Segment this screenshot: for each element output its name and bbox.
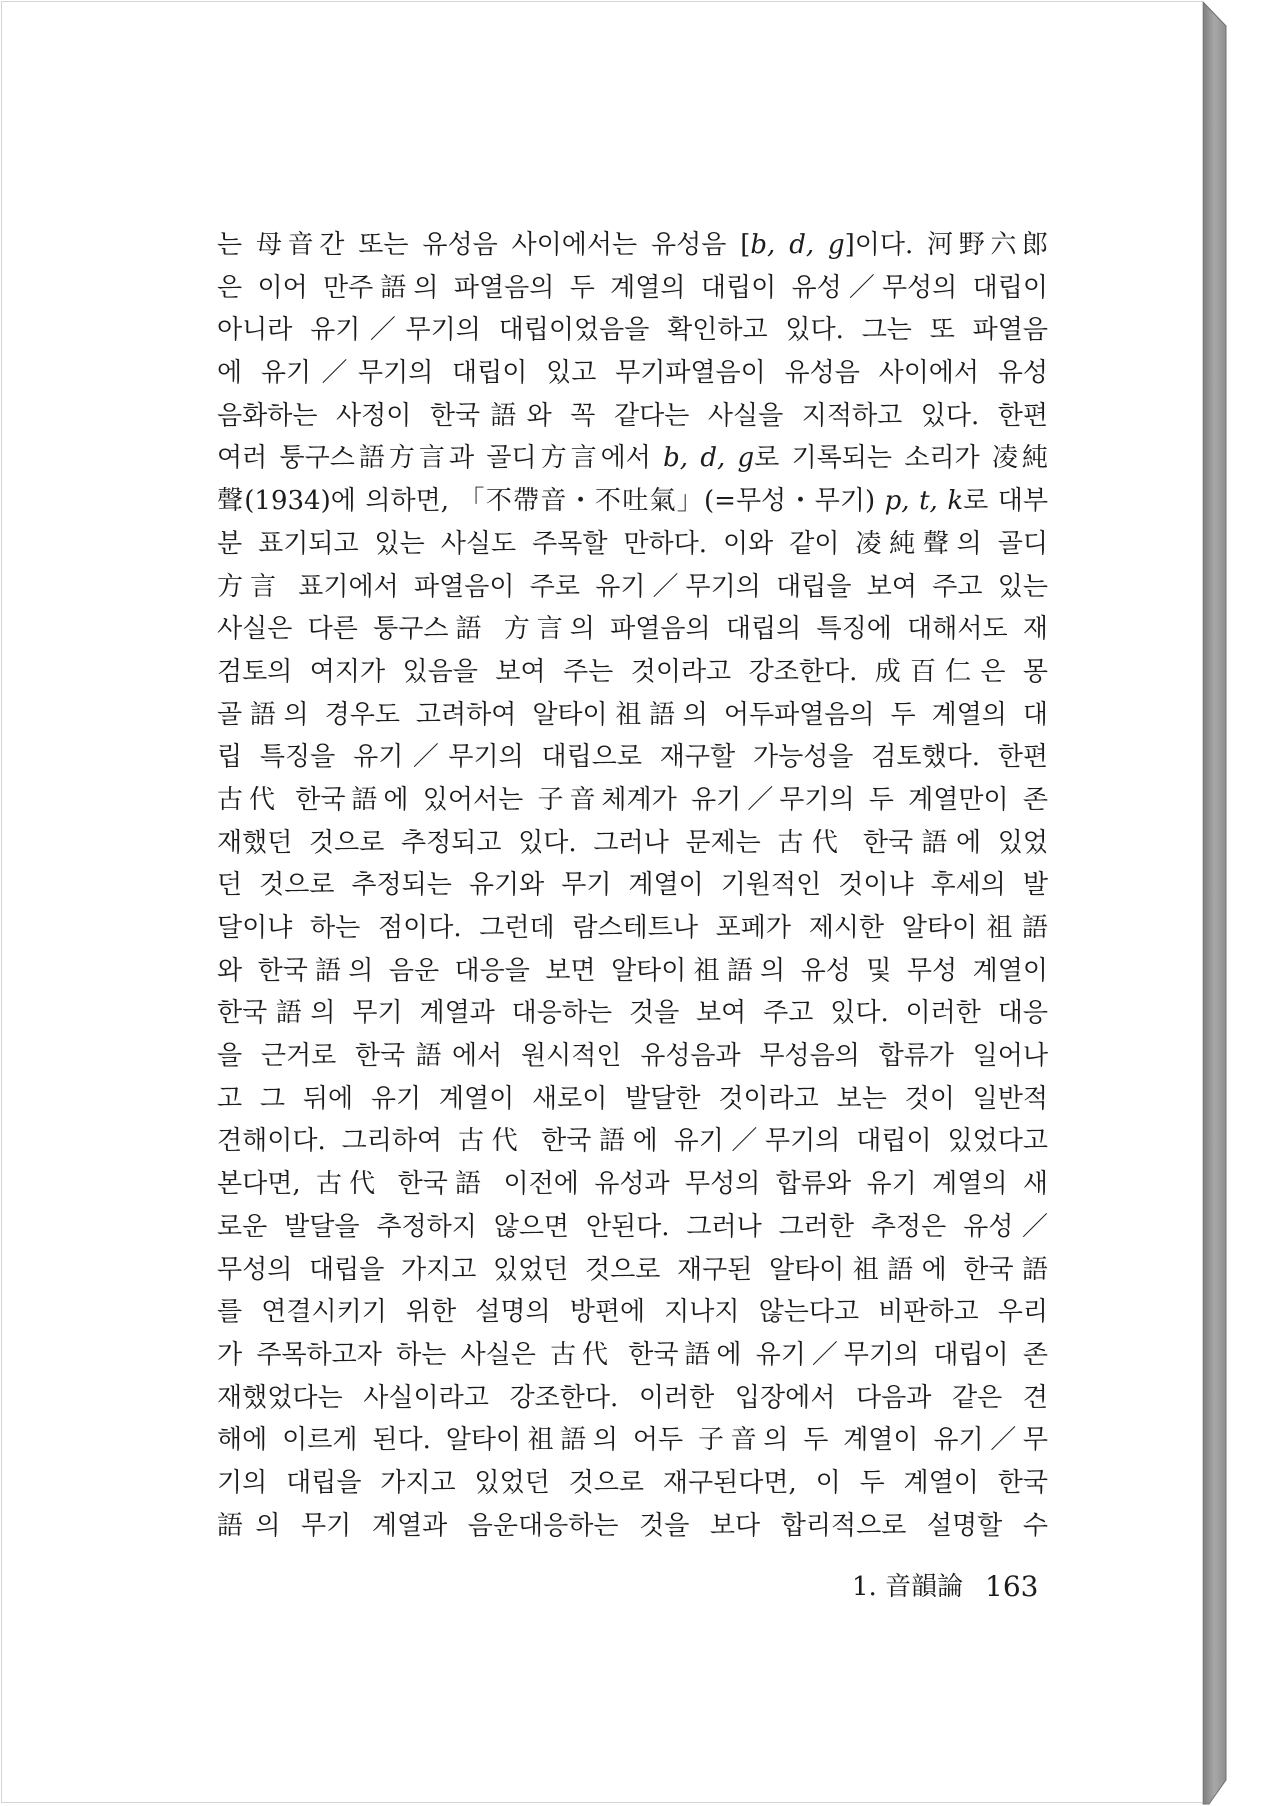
- text-line: 검토의 여지가 있음을 보여 주는 것이라고 강조한다. 成百仁은 몽: [217, 656, 1048, 687]
- text-line: 기의 대립을 가지고 있었던 것으로 재구된다면, 이 두 계열이 한국: [217, 1467, 1048, 1498]
- page-number: 163: [985, 1570, 1039, 1603]
- text-line: 음화하는 사정이 한국語와 꼭 같다는 사실을 지적하고 있다. 한편: [217, 400, 1048, 431]
- text-line: 무성의 대립을 가지고 있었던 것으로 재구된 알타이祖語에 한국語: [217, 1254, 1048, 1285]
- body-text: [217, 224, 1048, 1547]
- text-segment: 는 母音간 또는 유성음 사이에서는 유성음 [: [217, 230, 751, 260]
- text-line: [217, 224, 1048, 267]
- text-line: 분 표기되고 있는 사실도 주목할 만하다. 이와 같이 凌純聲의 골디: [217, 528, 1048, 559]
- text-line: [217, 480, 1048, 523]
- text-line: 립 특징을 유기／무기의 대립으로 재구할 가능성을 검토했다. 한편: [217, 742, 1048, 773]
- text-line: 에 유기／무기의 대립이 있고 무기파열음이 유성음 사이에서 유성: [217, 358, 1048, 389]
- running-footer-section: 1. 音韻論: [852, 1572, 964, 1602]
- text-line: 골語의 경우도 고려하여 알타이祖語의 어두파열음의 두 계열의 대: [217, 699, 1048, 730]
- text-line: 를 연결시키기 위한 설명의 방편에 지나지 않는다고 비판하고 우리: [217, 1297, 1048, 1328]
- text-line: 해에 이르게 된다. 알타이祖語의 어두 子音의 두 계열이 유기／무: [217, 1425, 1048, 1456]
- text-line: 方言 표기에서 파열음이 주로 유기／무기의 대립을 보여 주고 있는: [217, 571, 1048, 602]
- text-line: 재했던 것으로 추정되고 있다. 그러나 문제는 古代 한국語에 있었: [217, 827, 1048, 858]
- text-segment: 여러 퉁구스語方言과 골디方言에서: [217, 443, 664, 474]
- text-line: 한국語의 무기 계열과 대응하는 것을 보여 주고 있다. 이러한 대응: [217, 998, 1048, 1029]
- text-line: 아니라 유기／무기의 대립이었음을 확인하고 있다. 그는 또 파열음: [217, 315, 1048, 346]
- text-line: 견해이다. 그리하여 古代 한국語에 유기／무기의 대립이 있었다고: [217, 1126, 1048, 1157]
- text-line: 사실은 다른 퉁구스語 方言의 파열음의 대립의 특징에 대해서도 재: [217, 614, 1048, 645]
- text-segment: 로 기록되는 소리가 凌純: [754, 443, 1048, 474]
- text-segment: 聲(1934)에 의하면, 「不帶音・不吐氣」(=무성・무기): [217, 486, 885, 517]
- text-line: 가 주목하고자 하는 사실은 古代 한국語에 유기／무기의 대립이 존: [217, 1339, 1048, 1370]
- text-line: 은 이어 만주語의 파열음의 두 계열의 대립이 유성／무성의 대립이: [217, 272, 1048, 303]
- book-edge-strip: [1203, 2, 1226, 1804]
- italic-segment: b, d, g: [663, 443, 755, 474]
- text-line: 고 그 뒤에 유기 계열이 새로이 발달한 것이라고 보는 것이 일반적: [217, 1083, 1048, 1114]
- text-line: 달이냐 하는 점이다. 그런데 람스테트나 포페가 제시한 알타이祖語: [217, 913, 1048, 943]
- italic-segment: b, d, g: [750, 230, 845, 260]
- text-segment: 로 대부: [963, 486, 1049, 517]
- text-line: 을 근거로 한국語에서 원시적인 유성음과 무성음의 합류가 일어나: [217, 1041, 1048, 1072]
- text-line: [217, 437, 1048, 480]
- text-line: 본다면, 古代 한국語 이전에 유성과 무성의 합류와 유기 계열의 새: [217, 1169, 1048, 1200]
- text-line: 古代 한국語에 있어서는 子音체계가 유기／무기의 두 계열만이 존: [217, 784, 1048, 815]
- text-segment: ]이다. 河野六郎: [844, 230, 1049, 260]
- text-line: 로운 발달을 추정하지 않으면 안된다. 그러나 그러한 추정은 유성／: [217, 1211, 1048, 1242]
- text-line: 던 것으로 추정되는 유기와 무기 계열이 기원적인 것이냐 후세의 발: [217, 870, 1048, 901]
- text-line: 語의 무기 계열과 음운대응하는 것을 보다 합리적으로 설명할 수: [217, 1510, 1048, 1541]
- text-line: 와 한국語의 음운 대응을 보면 알타이祖語의 유성 및 무성 계열이: [217, 955, 1048, 986]
- text-line: 재했었다는 사실이라고 강조한다. 이러한 입장에서 다음과 같은 견: [217, 1382, 1048, 1413]
- italic-segment: p, t, k: [884, 486, 964, 517]
